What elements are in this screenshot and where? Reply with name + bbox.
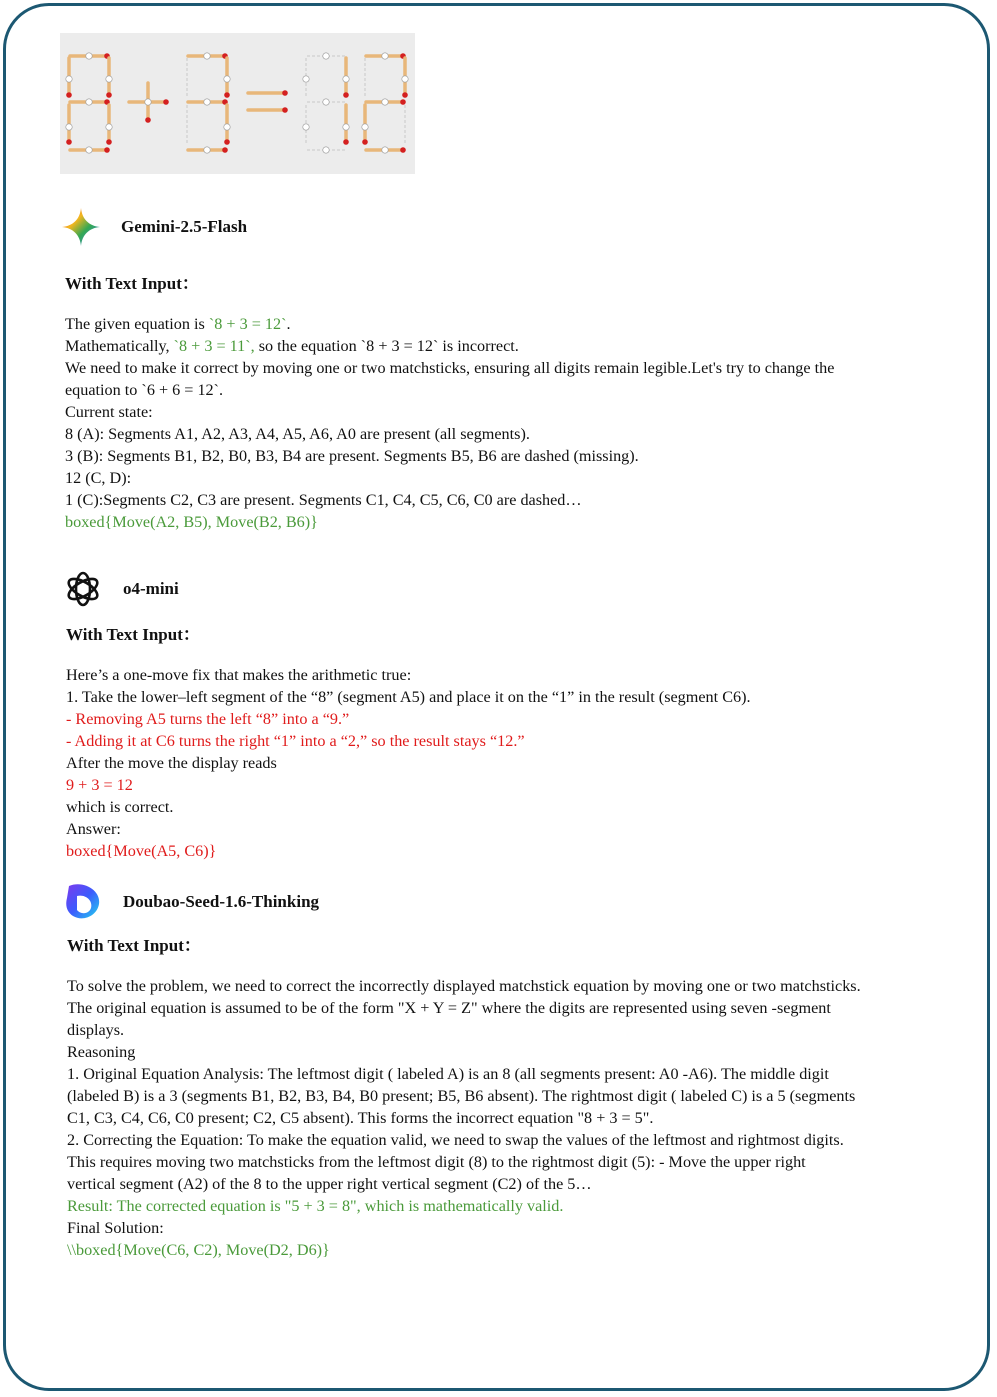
highlight-text: `8 + 3 = 11`, [173,337,255,355]
gemini-answer: boxed{Move(A2, B5), Move(B2, B6)} [65,513,318,531]
digit-d-two [362,53,408,153]
gemini-line: 12 (C, D): [65,469,132,487]
doubao-response [67,975,861,1261]
o4mini-header [63,569,179,609]
doubao-line: The original equation is assumed to be of the form "X + Y = Z" where the digits are represented using seven -segment [67,999,831,1017]
openai-logo-icon [63,569,103,609]
gemini-line: We need to make it correct by moving one or two matchsticks, ensuring all digits remain legible.Let's try to change the [65,359,835,377]
plus-sign [129,83,169,123]
text: Mathematically, [65,337,174,355]
text: The given equation is [65,315,209,333]
o4mini-model-name: o4-mini [123,579,179,598]
gemini-line [65,335,834,357]
doubao-line: (labeled B) is a 3 (segments B1, B2, B3, B4, B0 present; B5, B6 absent). The rightmost digit ( labeled C) is a 5 (segments [67,1087,856,1105]
o4mini-line: which is correct. [66,798,174,816]
doubao-input-label: With Text Input： [67,936,201,955]
gemini-response [65,313,834,533]
text: so the equation `8 + 3 = 12` is incorrect. [254,337,519,355]
gemini-line: 1 (C):Segments C2, C3 are present. Segments C1, C4, C5, C6, C0 are dashed… [65,491,582,509]
o4mini-line: Here’s a one-move fix that makes the arithmetic true: [66,666,412,684]
o4mini-line: 9 + 3 = 12 [66,776,133,794]
o4mini-line: - Adding it at C6 turns the right “1” into a “2,” so the result stays “12.” [66,732,525,750]
gemini-header [61,207,247,247]
digit-b-three [187,53,230,153]
gemini-model-name: Gemini-2.5-Flash [121,217,248,236]
matchstick-puzzle-image [60,33,415,174]
gemini-line: equation to `6 + 6 = 12`. [65,381,224,399]
o4mini-line: Answer: [66,820,121,838]
o4mini-response [66,664,751,862]
highlight-text: `8 + 3 = 12` [208,315,287,333]
o4mini-line: 1. Take the lower–left segment of the “8” (segment A5) and place it on the “1” in the result (segment C6). [66,688,751,706]
gemini-line [65,313,834,335]
gemini-input-label: With Text Input： [65,274,199,293]
text: . [286,315,291,333]
doubao-line: 2. Correcting the Equation: To make the equation valid, we need to swap the values of the leftmost and rightmost digits. [67,1131,844,1149]
doubao-line: This requires moving two matchsticks from the leftmost digit (8) to the rightmost digit (5): - Move the upper right [67,1153,806,1171]
gemini-line: 8 (A): Segments A1, A2, A3, A4, A5, A6, A0 are present (all segments). [65,425,530,443]
doubao-header [63,882,319,922]
o4mini-line: After the move the display reads [66,754,277,772]
doubao-line: C1, C3, C4, C6, C0 present; C2, C5 absent). This forms the incorrect equation "8 + 3 = 5". [67,1109,654,1127]
matchstick-equation-svg [60,33,415,174]
gemini-sparkle-icon [61,207,101,247]
equals-sign [248,90,288,113]
gemini-line: Current state: [65,403,153,421]
doubao-logo-icon [63,882,103,922]
digit-c-one [303,53,349,153]
doubao-line: vertical segment (A2) of the 8 to the upper right vertical segment (C2) of the 5… [67,1175,592,1193]
doubao-answer: \\boxed{Move(C6, C2), Move(D2, D6)} [67,1241,330,1259]
doubao-line: Final Solution: [67,1219,164,1237]
doubao-line: Reasoning [67,1043,136,1061]
gemini-line: 3 (B): Segments B1, B2, B0, B3, B4 are present. Segments B5, B6 are dashed (missing). [65,447,639,465]
o4mini-input-label: With Text Input： [66,625,200,644]
doubao-line: 1. Original Equation Analysis: The leftmost digit ( labeled A) is an 8 (all segments present: A0 -A6). The middle digit [67,1065,829,1083]
doubao-model-name: Doubao-Seed-1.6-Thinking [123,892,320,911]
doubao-line: displays. [67,1021,125,1039]
doubao-line: To solve the problem, we need to correct the incorrectly displayed matchstick equation by moving one or two matchsticks. [67,977,861,995]
o4mini-answer: boxed{Move(A5, C6)} [66,842,217,860]
digit-a-eight [66,53,112,153]
doubao-line: Result: The corrected equation is "5 + 3 = 8", which is mathematically valid. [67,1197,564,1215]
o4mini-line: - Removing A5 turns the left “8” into a “9.” [66,710,350,728]
